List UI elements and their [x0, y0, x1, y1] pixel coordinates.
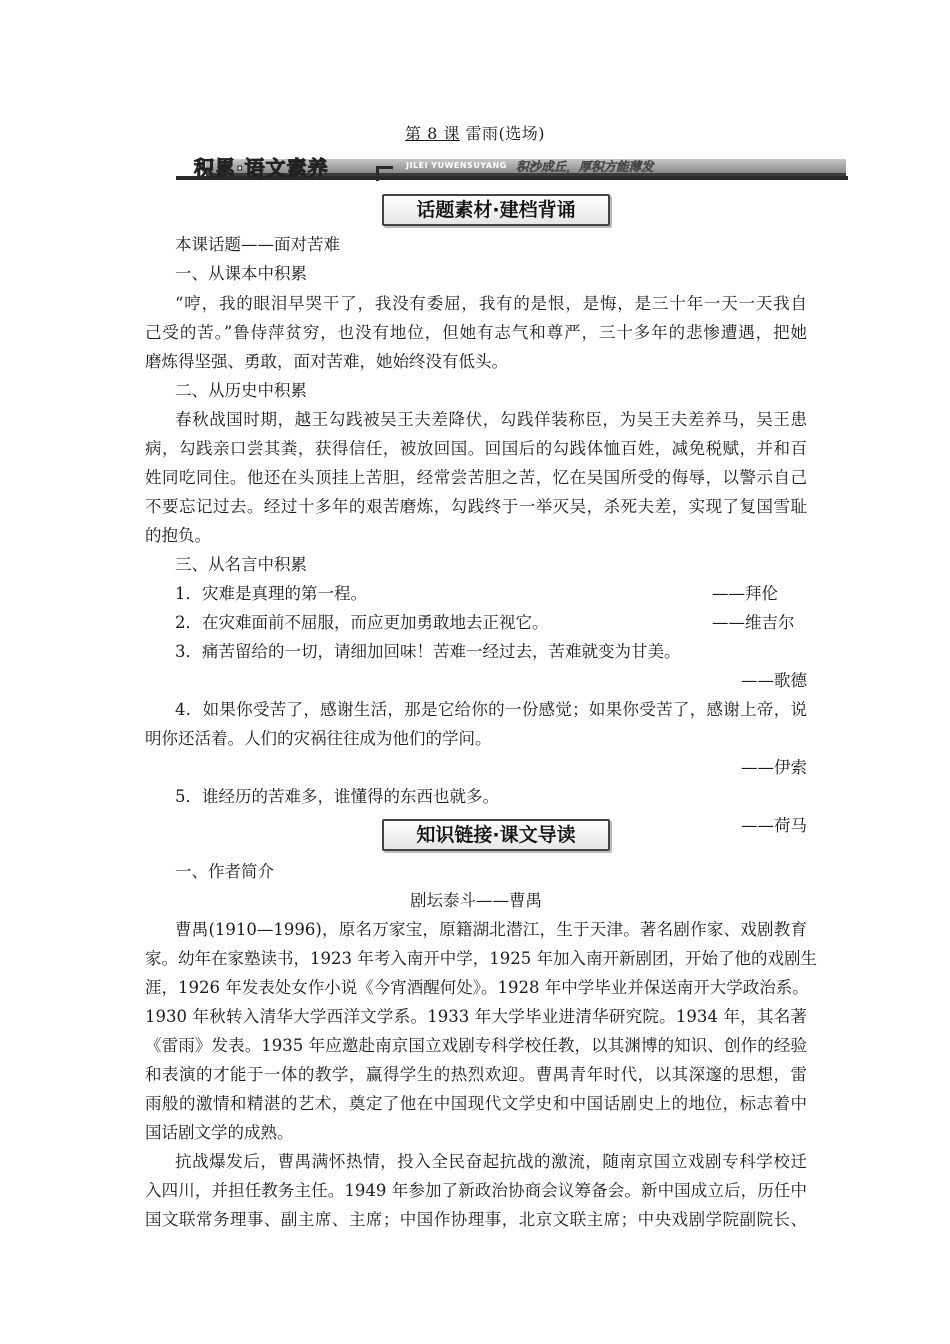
accumulation-banner [176, 154, 848, 184]
paragraph-line: 雨般的激情和精湛的艺术，奠定了他在中国现代文学史和中国话剧史上的地位，标志着中 [145, 1094, 807, 1113]
paragraph-line: 春秋战国时期，越王勾践被吴王夫差降伏，勾践佯装称臣，为吴王夫差养马，吴王患 [175, 410, 807, 429]
banner-bracket-icon [376, 166, 393, 181]
paragraph-line: 家。幼年在家塾读书，1923 年考入南开中学，1925 年加入南开新剧团，开始了他的戏剧生 [145, 949, 817, 968]
section-title-knowledge: 知识链接·课文导读 [382, 819, 610, 851]
quote-5-author: ——荷马 [741, 816, 807, 835]
paragraph-line: 曹禺(1910—1996)，原名万家宝，原籍湖北潜江，生于天津。著名剧作家、戏剧教育 [175, 920, 807, 939]
subheading-history: 二、从历史中积累 [175, 381, 307, 400]
quote-5: 5．谁经历的苦难多，谁懂得的东西也就多。 [175, 787, 499, 806]
quote-4: 4．如果你受苦了，感谢生活，那是它给你的一份感觉；如果你受苦了，感谢上帝，说 [175, 700, 807, 719]
quote-2-author: ——维吉尔 [712, 613, 795, 632]
banner-title: 积累·语文素养 [194, 156, 329, 180]
subheading-textbook: 一、从课本中积累 [175, 264, 307, 283]
subheading-author-intro: 一、作者简介 [175, 862, 274, 881]
quote-2: 2．在灾难面前不屈服，而应更加勇敢地去正视它。 [175, 613, 549, 632]
section-title-topic: 话题素材·建档背诵 [382, 194, 610, 226]
topic-line: 本课话题——面对苦难 [175, 235, 340, 254]
lesson-number: 第 8 课 [405, 124, 460, 143]
banner-slogan: 积沙成丘，厚积方能薄发 [516, 159, 654, 174]
paragraph-line: 1930 年秋转入清华大学西洋文学系。1933 年大学毕业进清华研究院。1934 年，其名著 [145, 1007, 807, 1026]
quote-4-author: ——伊索 [741, 758, 807, 777]
paragraph-line: 磨炼得坚强、勇敢，面对苦难，她始终没有低头。 [145, 352, 508, 371]
paragraph-line: 姓同吃同住。他还在头顶挂上苦胆，经常尝苦胆之苦，忆在吴国所受的侮辱，以警示自己 [145, 468, 807, 487]
quote-4-cont: 明你还活着。人们的灾祸往往成为他们的学问。 [145, 729, 492, 748]
paragraph-line: 和表演的才能于一体的教学，赢得学生的热烈欢迎。曹禺青年时代，以其深邃的思想，雷 [145, 1065, 807, 1084]
subheading-quotes: 三、从名言中积累 [175, 555, 307, 574]
quote-3: 3．痛苦留给的一切，请细加回味！苦难一经过去，苦难就变为甘美。 [175, 642, 681, 661]
banner-english: JILEI YUWENSUYANG [406, 161, 507, 170]
author-heading: 剧坛泰斗——曹禺 [410, 891, 542, 910]
paragraph-line: 不要忘记过去。经过十多年的艰苦磨炼，勾践终于一举灭吴，杀死夫差，实现了复国雪耻 [145, 497, 807, 516]
quote-1: 1．灾难是真理的第一程。 [175, 584, 367, 603]
quote-3-author: ——歌德 [741, 671, 807, 690]
paragraph-line: 的抱负。 [145, 526, 211, 545]
paragraph-line: 抗战爆发后，曹禺满怀热情，投入全民奋起抗战的激流，随南京国立戏剧专科学校迁 [175, 1152, 807, 1171]
paragraph-line: 己受的苦。”鲁侍萍贫穷，也没有地位，但她有志气和尊严，三十多年的悲惨遭遇，把她 [145, 323, 807, 342]
paragraph-line: “哼，我的眼泪早哭干了，我没有委屈，我有的是恨，是悔，是三十年一天一天我自 [175, 294, 807, 313]
paragraph-line: 《雷雨》发表。1935 年应邀赴南京国立戏剧专科学校任教，以其渊博的知识、创作的经验 [145, 1036, 807, 1055]
paragraph-line: 入四川，并担任教务主任。1949 年参加了新政治协商会议筹备会。新中国成立后，历任中 [145, 1181, 807, 1200]
lesson-title [0, 121, 950, 144]
quote-1-author: ——拜伦 [712, 584, 778, 603]
paragraph-line: 病，勾践亲口尝其粪，获得信任，被放回国。回国后的勾践体恤百姓，减免税赋，并和百 [145, 439, 807, 458]
lesson-name: 雷雨(选场) [465, 124, 545, 143]
paragraph-line: 国话剧文学的成熟。 [145, 1123, 294, 1142]
paragraph-line: 国文联常务理事、副主席、主席；中国作协理事，北京文联主席；中央戏剧学院副院长、 [145, 1210, 807, 1229]
paragraph-line: 涯，1926 年发表处女作小说《今宵酒醒何处》。1928 年中学毕业并保送南开大学政治系。 [145, 978, 809, 997]
